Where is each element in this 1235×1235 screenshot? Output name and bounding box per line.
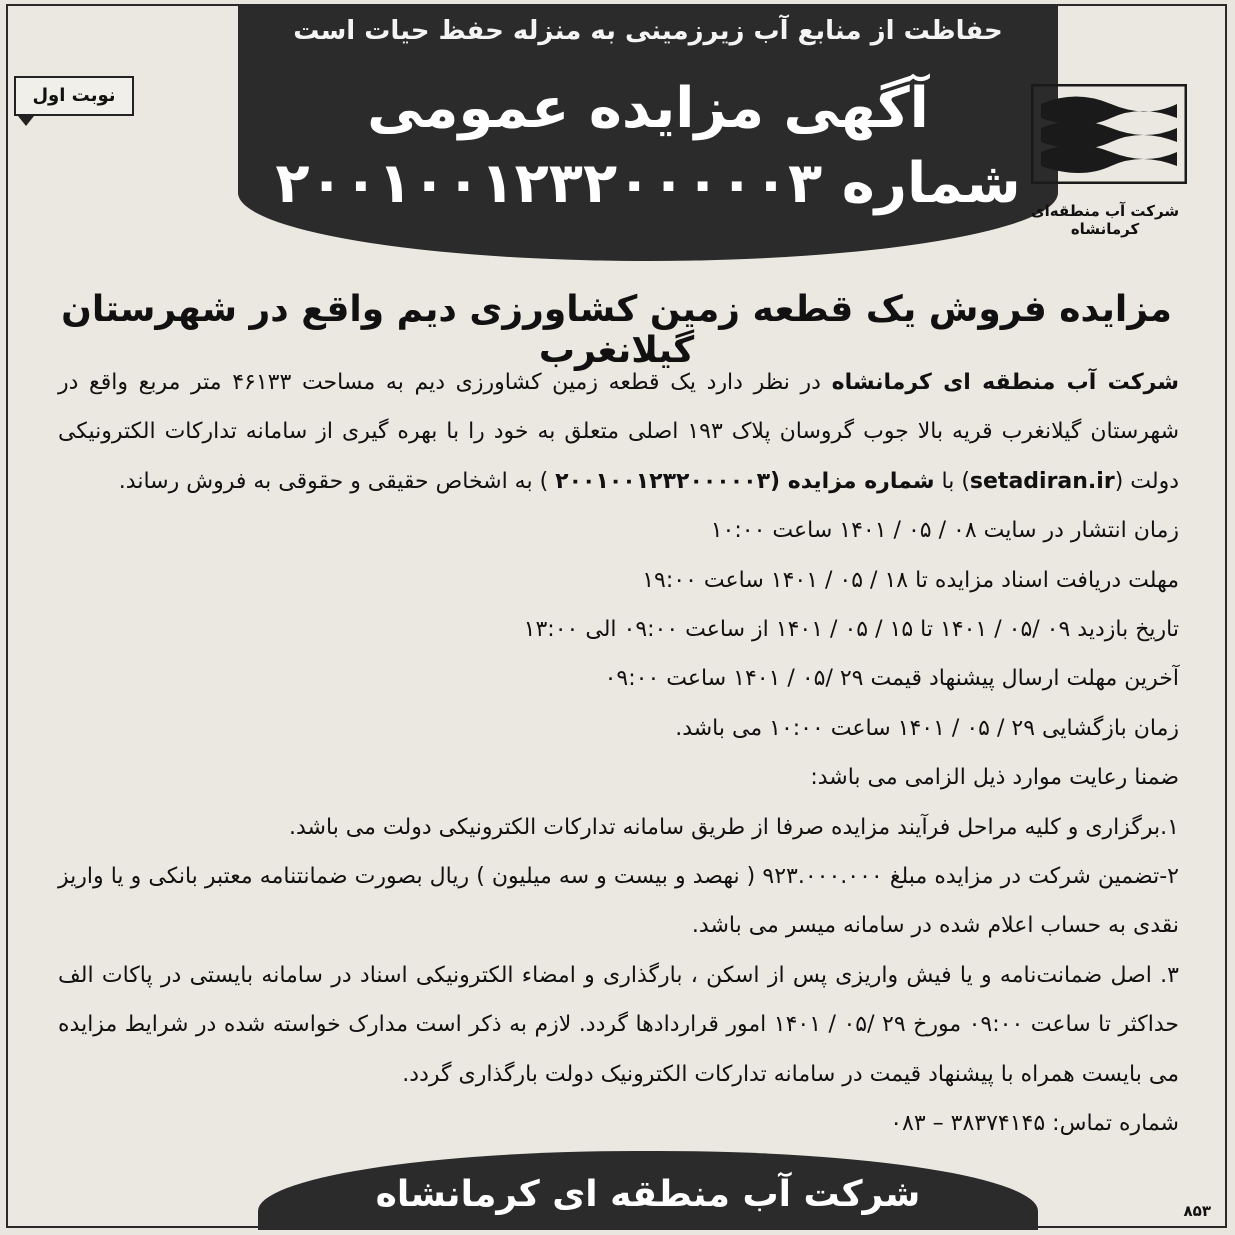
intro-text-1: در نظر دارد یک قطعه زمین کشاورزی دیم به مساحت ۴۶۱۳۳ متر مربع واقع در شهرستان گیلانغرب قریه بالا جوب گروسان پلاک ۱۹۳ اصلی متعلق به خود را با بهره گیری از سامانه تدارکات الکترونیکی دولت (: [58, 370, 1180, 494]
intro-company: شرکت آب منطقه ای کرمانشاه: [831, 370, 1180, 395]
water-waves-logo-icon: [1031, 84, 1187, 184]
badge-pointer-icon: [18, 116, 34, 126]
schedule-item: تاریخ بازدید ۰۹ /۰۵ / ۱۴۰۱ تا ۱۵ / ۰۵ / ۱۴۰۱ از ساعت ۰۹:۰۰ الی ۱۳:۰۰: [523, 617, 1179, 643]
ad-body: [58, 358, 1179, 1149]
footer-company: شرکت آب منطقه ای کرمانشاه: [375, 1174, 921, 1215]
intro-paragraph: [58, 358, 1179, 506]
logo-caption: شرکت آب منطقه‌ای کرمانشاه: [1030, 202, 1180, 238]
contact-line: شماره تماس: ۳۸۳۷۴۱۴۵ – ۰۸۳: [890, 1111, 1179, 1137]
intro-text-3: ) به اشخاص حقیقی و حقوقی به فروش رساند.: [118, 468, 556, 494]
slogan: حفاظت از منابع آب زیرزمینی به منزله حفظ حیات است: [293, 16, 1003, 46]
newspaper-ad: [6, 4, 1227, 1228]
ad-number: شماره ۲۰۰۱۰۰۱۲۳۲۰۰۰۰۰۳: [275, 151, 1021, 216]
condition-item: ۲-تضمین شرکت در مزایده مبلغ ۹۲۳.۰۰۰.۰۰۰ ( نهصد و بیست و سه میلیون ) ریال بصورت ضمانتنامه معتبر بانکی و یا واریز نقدی به حساب اعلام شده در سامانه میسر می باشد.: [58, 864, 1179, 939]
round-badge-label: نوبت اول: [32, 85, 116, 106]
ad-title: آگهی مزایده عمومی: [367, 76, 929, 141]
schedule-item: مهلت دریافت اسناد مزایده تا ۱۸ / ۰۵ / ۱۴۰۱ ساعت ۱۹:۰۰: [642, 567, 1179, 593]
intro-auction-number: شماره مزایده (۲۰۰۱۰۰۱۲۳۲۰۰۰۰۰۳: [555, 468, 935, 494]
ad-code: ۸۵۳: [1183, 1202, 1211, 1220]
conditions-intro: ضمنا رعایت موارد ذیل الزامی می باشد:: [810, 765, 1179, 791]
round-badge: [14, 76, 134, 116]
condition-item: ۱.برگزاری و کلیه مراحل فرآیند مزایده صرفا از طریق سامانه تدارکات الکترونیکی دولت می باشد.: [289, 814, 1179, 840]
intro-text-2: ) با: [934, 468, 970, 494]
company-logo: [1031, 84, 1187, 184]
condition-item: ۳. اصل ضمانت‌نامه و یا فیش واریزی پس از اسکن ، بارگذاری و امضاء الکترونیکی اسناد در سامانه بایستی در پاکات الف حداکثر تا ساعت ۰۹:۰۰ مورخ ۲۹ /۰۵ / ۱۴۰۱ امور قراردادها گردد. لازم به ذکر است مدارک خواسته شده در شرایط مزایده می بایست همراه با پیشنهاد قیمت در سامانه تدارکات الکترونیک دولت بارگذاری گردد.: [58, 962, 1179, 1087]
schedule-item: آخرین مهلت ارسال پیشنهاد قیمت ۲۹ /۰۵ / ۱۴۰۱ ساعت ۰۹:۰۰: [604, 666, 1179, 692]
main-heading: مزایده فروش یک قطعه زمین کشاورزی دیم واقع در شهرستان گیلانغرب: [61, 289, 1172, 371]
schedule-item: زمان بازگشایی ۲۹ / ۰۵ / ۱۴۰۱ ساعت ۱۰:۰۰ می باشد.: [675, 715, 1179, 741]
schedule-item: زمان انتشار در سایت ۰۸ / ۰۵ / ۱۴۰۱ ساعت ۱۰:۰۰: [710, 518, 1179, 544]
intro-site: setadiran.ir: [969, 468, 1115, 494]
